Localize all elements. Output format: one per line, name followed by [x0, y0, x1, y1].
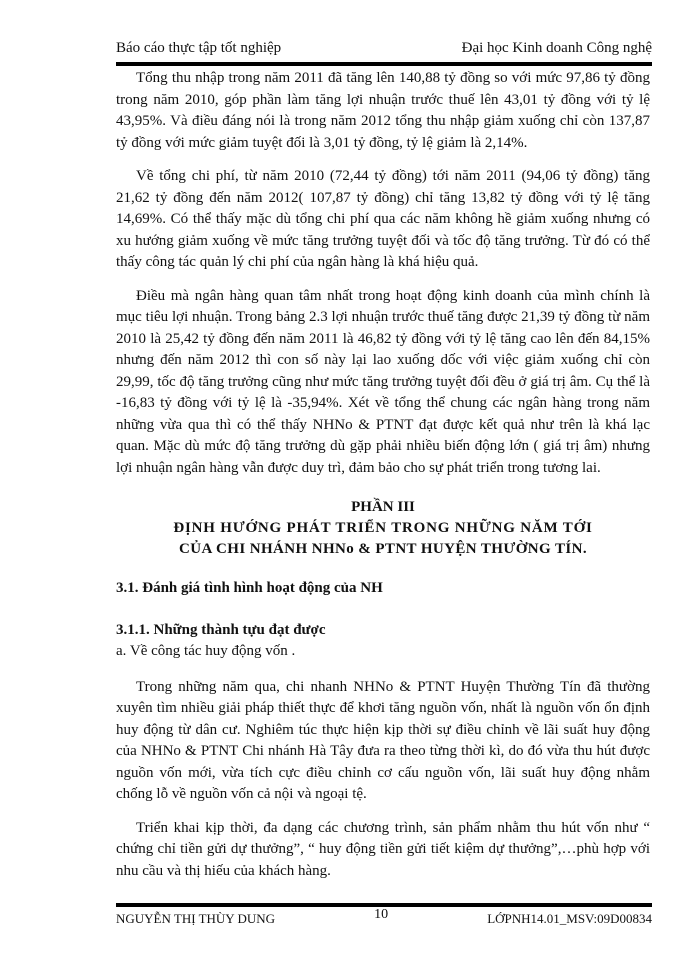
part-number: PHẦN III [351, 499, 415, 515]
page-content [116, 68, 650, 894]
part-heading [116, 497, 650, 560]
page-footer [116, 906, 652, 927]
footer-class-id: LỚPNH14.01_MSV:09D00834 [487, 911, 652, 926]
page-header [116, 40, 652, 63]
part-title-line2: CỦA CHI NHÁNH NHNo & PTNT HUYỆN THƯỜNG TÍN. [179, 541, 587, 557]
subsection-a: a. Về công tác huy động vốn . [116, 643, 296, 659]
paragraph-expenses: Về tổng chi phí, từ năm 2010 (72,44 tỷ đồng) tới năm 2011 (94,06 tỷ đồng) tăng 21,62 tỷ đồng đến năm 2012( 107,87 tỷ đồng) chỉ tăng 13,82 tỷ đồng với tỷ lệ tăng 14,69%. Có thể thấy mặc dù tổng chi phí qua các năm không hề giảm xuống nhưng có xu hướng giảm xuống về mức tăng trưởng tuyệt đối và tốc độ tăng trưởng. Từ đó có thể thấy công tác quản lý chi phí của ngân hàng là khá hiệu quả. [116, 168, 650, 270]
page-number: 10 [374, 907, 389, 922]
paragraph-profit: Điều mà ngân hàng quan tâm nhất trong hoạt động kinh doanh của mình chính là mục tiêu lợi nhuận. Trong bảng 2.3 lợi nhuận trước thuế tăng được 21,39 tỷ đồng từ năm 2010 là 25,42 tỷ đồng đến năm 2011 là 46,82 tỷ đồng với tỷ lệ tăng cao lên đến 84,15% nhưng đến năm 2012 thì con số này lại lao xuống dốc với việc giảm xuống chỉ còn 29,99, tốc độ tăng trưởng cũng như mức tăng trưởng tuyệt đối đều ở giá trị âm. Cụ thể là -16,83 tỷ đồng với tỷ lệ là -35,94%. Xét về tổng thể chung các ngân hàng trong năm những vừa qua thì có thể thấy NHNo & PTNT đạt được kết quả như trên là khá lạc quan. Mặc dù mức độ tăng trưởng dù gặp phải nhiều biến động lớn ( giá trị âm) nhưng lợi nhuận ngân hàng vẫn được duy trì, đảm bảo cho sự phát triển trong tương lai. [116, 287, 650, 476]
paragraph-income: Tổng thu nhập trong năm 2011 đã tăng lên 140,88 tỷ đồng so với mức 97,86 tỷ đồng trong năm 2010, góp phần làm tăng lợi nhuận trước thuế lên 43,01 tỷ đồng với tỷ lệ 43,95%. Và điều đáng nói là trong năm 2012 tổng thu nhập giảm xuống chỉ còn 137,87 tỷ đồng với mức giảm tuyệt đối là 3,01 tỷ đồng, tỷ lệ giảm là 2,14%. [116, 70, 650, 151]
section-heading-3-1-1: 3.1.1. Những thành tựu đạt được [116, 621, 326, 638]
header-report-title: Báo cáo thực tập tốt nghiệp [116, 40, 282, 56]
section-heading-3-1: 3.1. Đánh giá tình hình hoạt động của NH [116, 580, 383, 596]
part-title-line1: ĐỊNH HƯỚNG PHÁT TRIỂN TRONG NHỮNG NĂM TỚI [173, 520, 593, 536]
header-university: Đại học Kinh doanh Công nghệ [461, 40, 652, 56]
paragraph-programs: Triển khai kịp thời, đa dạng các chương trình, sản phẩm nhằm thu hút vốn như “ chứng chỉ tiền gửi dự thưởng”, “ huy động tiền gửi tiết kiệm dự thưởng”,…phù hợp với nhu cầu và thị hiếu của khách hàng. [116, 819, 650, 879]
footer-author: NGUYỄN THỊ THÙY DUNG [116, 911, 275, 926]
paragraph-capital-mobilization: Trong những năm qua, chi nhanh NHNo & PTNT Huyện Thường Tín đã thường xuyên tìm nhiều giải pháp thiết thực để khơi tăng nguồn vốn, nhất là nguồn vốn ổn định huy động từ dân cư. Nghiêm túc thực hiện kịp thời sự điều chỉnh về lãi suất huy động của NHNo & PTNT Chi nhánh Hà Tây đưa ra theo từng thời kì, do đó vừa thu hút được nguồn vốn mới, vừa tích cực điều chỉnh cơ cấu nguồn vốn, lãi suất huy động nhằm chống lỗ về nguồn vốn cả nội và ngoại tệ. [116, 678, 650, 802]
